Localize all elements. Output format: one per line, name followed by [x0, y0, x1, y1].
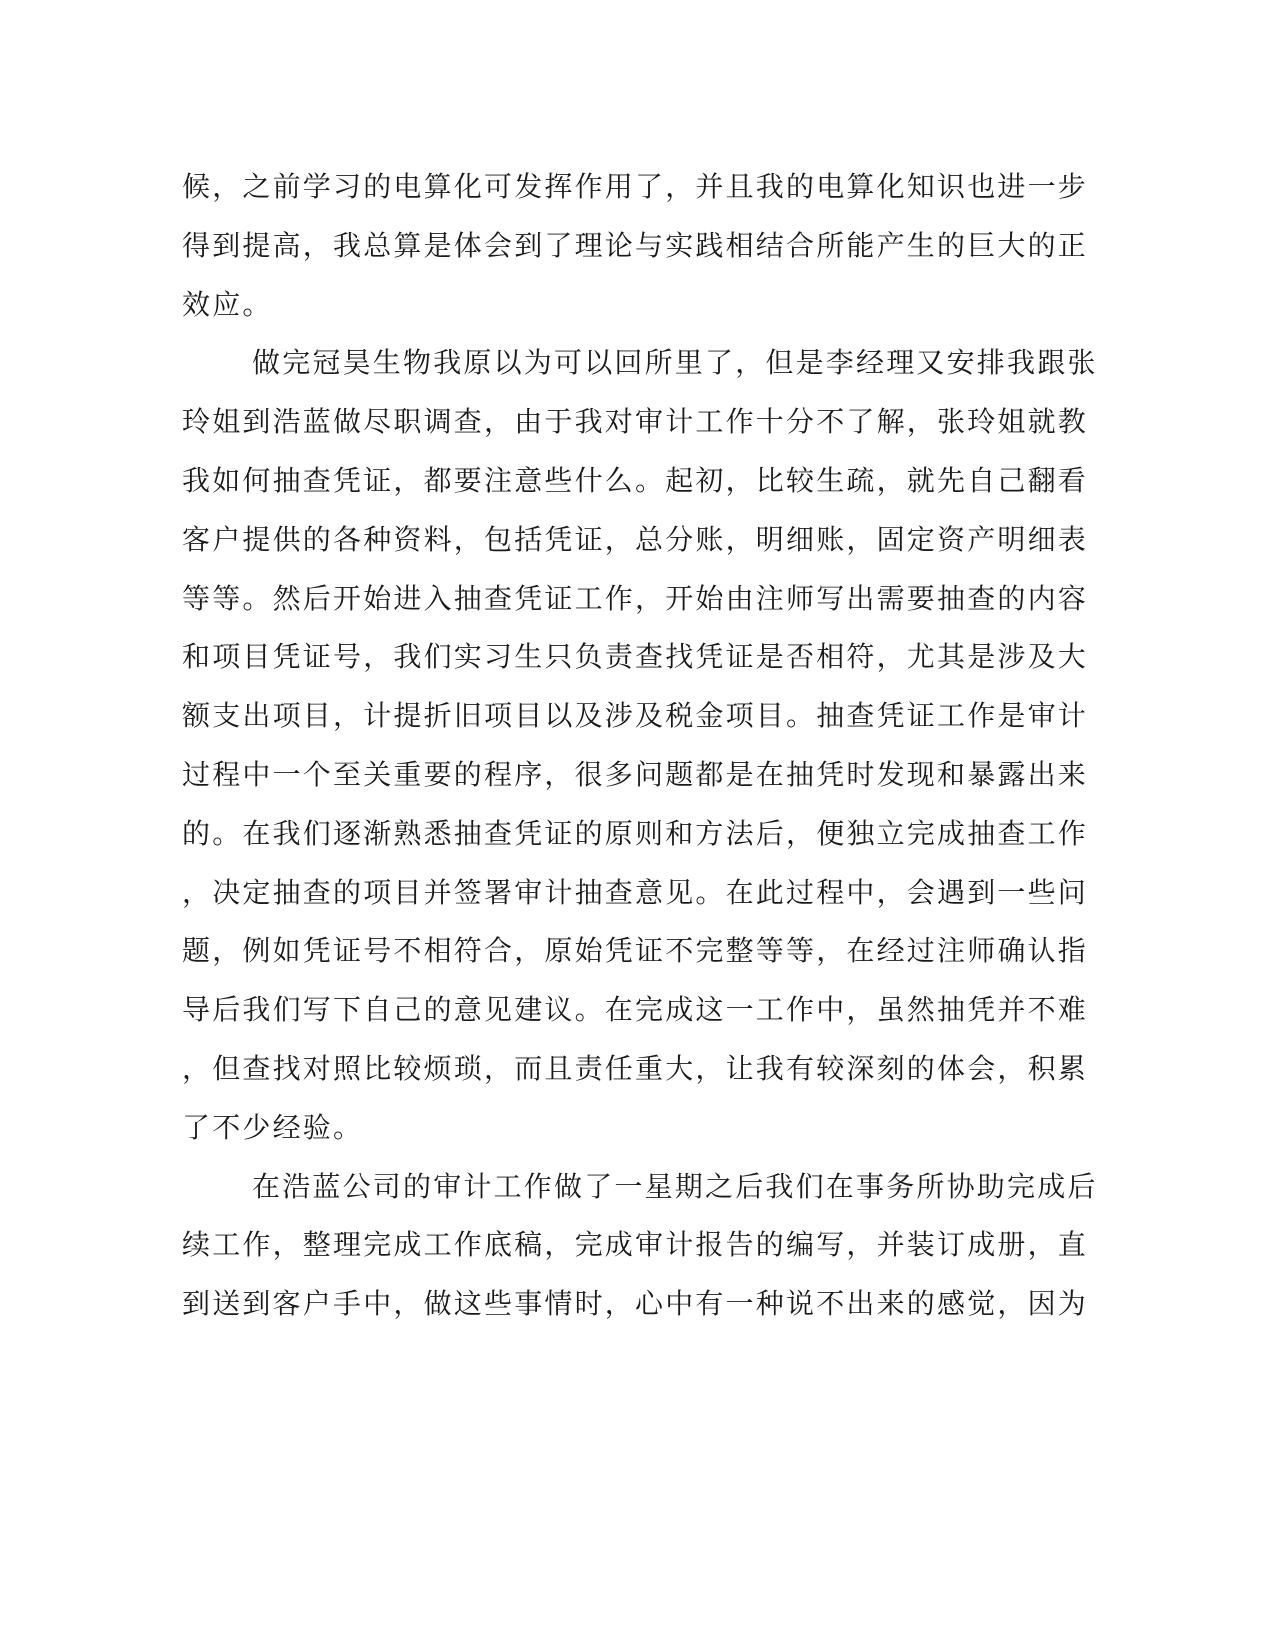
- paragraph-2-line-11: 题，例如凭证号不相符合，原始凭证不完整等等，在经过注师确认指: [182, 934, 1089, 968]
- paragraph-1-line-3: 效应。: [182, 287, 273, 321]
- paragraph-2-line-10: ，决定抽查的项目并签署审计抽查意见。在此过程中，会遇到一些问: [182, 875, 1089, 909]
- paragraph-2-line-12: 导后我们写下自己的意见建议。在完成这一工作中，虽然抽凭并不难: [182, 993, 1089, 1027]
- paragraph-2-line-5: 等等。然后开始进入抽查凭证工作，开始由注师写出需要抽查的内容: [182, 581, 1089, 615]
- paragraph-3-line-2: 续工作，整理完成工作底稿，完成审计报告的编写，并装订成册，直: [182, 1228, 1089, 1262]
- paragraph-3-line-3: 到送到客户手中，做这些事情时，心中有一种说不出来的感觉，因为: [182, 1287, 1089, 1321]
- paragraph-2-line-4: 客户提供的各种资料，包括凭证，总分账，明细账，固定资产明细表: [182, 522, 1089, 556]
- paragraph-2-line-3: 我如何抽查凭证，都要注意些什么。起初，比较生疏，就先自己翻看: [182, 463, 1089, 497]
- paragraph-2-line-1: 做完冠昊生物我原以为可以回所里了，但是李经理又安排我跟张: [252, 346, 1098, 380]
- paragraph-2-line-9: 的。在我们逐渐熟悉抽查凭证的原则和方法后，便独立完成抽查工作: [182, 816, 1089, 850]
- paragraph-1-line-1: 候，之前学习的电算化可发挥作用了，并且我的电算化知识也进一步: [182, 170, 1089, 203]
- paragraph-2-line-2: 玲姐到浩蓝做尽职调查，由于我对审计工作十分不了解，张玲姐就教: [182, 405, 1089, 439]
- paragraph-1-line-2: 得到提高，我总算是体会到了理论与实践相结合所能产生的巨大的正: [182, 228, 1089, 262]
- paragraph-3-line-1: 在浩蓝公司的审计工作做了一星期之后我们在事务所协助完成后: [252, 1169, 1098, 1203]
- paragraph-2-line-6: 和项目凭证号，我们实习生只负责查找凭证是否相符，尤其是涉及大: [182, 640, 1089, 674]
- paragraph-2-line-14: 了不少经验。: [182, 1110, 364, 1144]
- paragraph-2-line-7: 额支出项目，计提折旧项目以及涉及税金项目。抽查凭证工作是审计: [182, 699, 1089, 733]
- paragraph-2-line-8: 过程中一个至关重要的程序，很多问题都是在抽凭时发现和暴露出来: [182, 757, 1089, 791]
- paragraph-2-line-13: ，但查找对照比较烦琐，而且责任重大，让我有较深刻的体会，积累: [182, 1051, 1089, 1085]
- document-body: [182, 158, 1098, 1334]
